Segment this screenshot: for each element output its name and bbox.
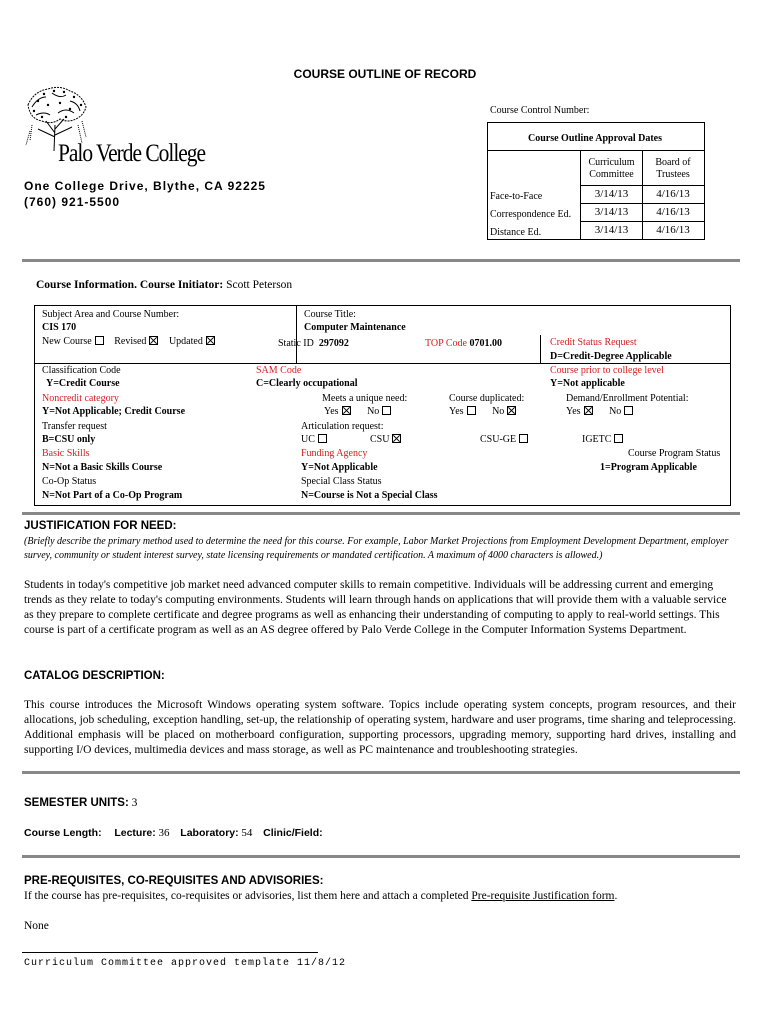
course-status-options: New Course Revised Updated: [42, 336, 215, 347]
coop-status-value: N=Not Part of a Co-Op Program: [42, 490, 183, 501]
duplicated-label: Course duplicated:: [449, 393, 525, 404]
catalog-heading: CATALOG DESCRIPTION:: [24, 670, 165, 682]
cc-date-distance: 3/14/13: [594, 224, 629, 236]
duplicated-options: Yes No: [449, 406, 516, 417]
new-course-checkbox[interactable]: [95, 336, 104, 345]
prereq-instructions: If the course has pre-requisites, co-requisites or advisories, list them here and attach a completed Pre-requisite Justification form.: [24, 890, 618, 902]
basic-skills-label: Basic Skills: [42, 448, 90, 459]
approval-dates-title: Course Outline Approval Dates: [528, 133, 662, 144]
section-divider: [22, 259, 740, 262]
bot-date-correspondence: 4/16/13: [656, 206, 690, 218]
catalog-body: This course introduces the Microsoft Windows operating system software. Topics include operating system concepts, program resources, and their allocations, job scheduling, exception handling, set-up, the relationship of operating system, hardware and user programs, time sharing and teleprocessing. Additional emphasis will be placed on motherboard configuration, supporting processors, upgrading memory, supporting hard drives, installing and supporting I/O devices, multimedia devices and mass storage, as well as PC maintenance and troubleshooting strategies.: [24, 699, 736, 756]
classification-value: Y=Credit Course: [46, 378, 120, 389]
justification-body: Students in today's competitive job market need advanced computer skills to remain competitive. Individuals will be addressing current and emerging trends as they relate to today's computing environments. Students will learn through hands on applications that will provide them with a valuable service as they prepare to complete certificate and degree programs as well as enhancing their understanding of computing to apply to real-world settings. This course is part of a certificate program as well as an AS degree offered by Palo Verde College in the Computer Information Systems Department.: [24, 579, 727, 636]
transfer-request-value: B=CSU only: [42, 434, 96, 445]
articulation-igetc: IGETC: [582, 434, 623, 445]
duplicated-yes-checkbox[interactable]: [467, 406, 476, 415]
course-control-number-label: Course Control Number:: [490, 105, 590, 116]
prior-college-level-value: Y=Not applicable: [550, 378, 625, 389]
program-status-label: Course Program Status: [628, 448, 721, 459]
demand-yes-checkbox[interactable]: [584, 406, 593, 415]
college-address: One College Drive, Blythe, CA 92225: [24, 179, 266, 193]
unique-need-options: Yes No: [324, 406, 391, 417]
basic-skills-value: N=Not a Basic Skills Course: [42, 462, 163, 473]
unique-need-yes-checkbox[interactable]: [342, 406, 351, 415]
top-code: TOP Code 0701.00: [425, 338, 502, 349]
prereq-value: None: [24, 920, 49, 932]
cc-date-correspondence: 3/14/13: [594, 206, 629, 218]
special-class-label: Special Class Status: [301, 476, 382, 487]
row-label-distance: Distance Ed.: [490, 227, 542, 238]
articulation-csu: CSU: [370, 434, 401, 445]
row-label-face-to-face: Face-to-Face: [490, 191, 543, 202]
program-status-value: 1=Program Applicable: [600, 462, 697, 473]
sam-code-value: C=Clearly occupational: [256, 378, 358, 389]
transfer-request-label: Transfer request: [42, 421, 107, 432]
college-phone: (760) 921-5500: [24, 195, 121, 209]
csu-ge-checkbox[interactable]: [519, 434, 528, 443]
section-divider: [22, 771, 740, 774]
course-title-label: Course Title:: [304, 309, 356, 320]
unique-need-label: Meets a unique need:: [322, 393, 408, 404]
classification-label: Classification Code: [42, 365, 121, 376]
cc-date-face-to-face: 3/14/13: [594, 188, 629, 200]
unique-need-no-checkbox[interactable]: [382, 406, 391, 415]
funding-agency-label: Funding Agency: [301, 448, 368, 459]
demand-options: Yes No: [566, 406, 633, 417]
articulation-csu-ge: CSU-GE: [480, 434, 528, 445]
row-label-correspondence: Correspondence Ed.: [490, 209, 572, 220]
section-divider: [22, 512, 740, 515]
noncredit-category-label: Noncredit category: [42, 393, 119, 404]
sam-code-label: SAM Code: [256, 365, 302, 376]
articulation-label: Articulation request:: [301, 421, 384, 432]
demand-no-checkbox[interactable]: [624, 406, 633, 415]
board-of-trustees-header: Board of Trustees: [655, 157, 691, 180]
section-divider: [22, 855, 740, 858]
special-class-value: N=Course is Not a Special Class: [301, 490, 438, 501]
prior-college-level-label: Course prior to college level: [550, 365, 664, 376]
duplicated-no-checkbox[interactable]: [507, 406, 516, 415]
semester-units: SEMESTER UNITS: 3: [24, 797, 138, 809]
prereq-justification-link[interactable]: Pre-requisite Justification form: [471, 890, 615, 902]
prereq-heading: PRE-REQUISITES, CO-REQUISITES AND ADVISORIES:: [24, 875, 324, 887]
course-initiator-name: Scott Peterson: [226, 279, 293, 291]
static-id: Static ID 297092: [278, 338, 349, 349]
csu-checkbox[interactable]: [392, 434, 401, 443]
justification-note: (Briefly describe the primary method used to determine the need for this course. For example, Labor Market Projections from Employment Development Department, employer survey, community or student interest survey, state licensing requirements or mandated certification. A maximum of 4000 characters is allowed.): [24, 536, 729, 561]
articulation-uc: UC: [301, 434, 327, 445]
funding-agency-value: Y=Not Applicable: [301, 462, 378, 473]
course-length: Course Length: Lecture: 36 Laboratory: 54 Clinic/Field:: [24, 827, 323, 839]
curriculum-committee-header: Curriculum Committee: [588, 157, 635, 180]
college-name: Palo Verde College: [58, 140, 206, 167]
updated-checkbox[interactable]: [206, 336, 215, 345]
document-title: COURSE OUTLINE OF RECORD: [293, 67, 477, 81]
lab-hours: 54: [241, 827, 253, 839]
course-title-value: Computer Maintenance: [304, 322, 406, 333]
lecture-hours: 36: [158, 827, 170, 839]
demand-label: Demand/Enrollment Potential:: [566, 393, 689, 404]
bot-date-distance: 4/16/13: [656, 224, 690, 236]
footer-template-note: Curriculum Committee approved template 11/8/12: [24, 958, 347, 969]
igetc-checkbox[interactable]: [614, 434, 623, 443]
subject-area-value: CIS 170: [42, 322, 77, 333]
uc-checkbox[interactable]: [318, 434, 327, 443]
revised-checkbox[interactable]: [149, 336, 158, 345]
subject-area-label: Subject Area and Course Number:: [42, 309, 180, 320]
bot-date-face-to-face: 4/16/13: [656, 188, 690, 200]
credit-status-label: Credit Status Request: [550, 337, 637, 348]
credit-status-value: D=Credit-Degree Applicable: [550, 351, 672, 362]
course-information-heading: Course Information. Course Initiator: Scott Peterson: [36, 279, 293, 291]
justification-heading: JUSTIFICATION FOR NEED:: [24, 520, 177, 532]
coop-status-label: Co-Op Status: [42, 476, 97, 487]
noncredit-category-value: Y=Not Applicable; Credit Course: [42, 406, 186, 417]
